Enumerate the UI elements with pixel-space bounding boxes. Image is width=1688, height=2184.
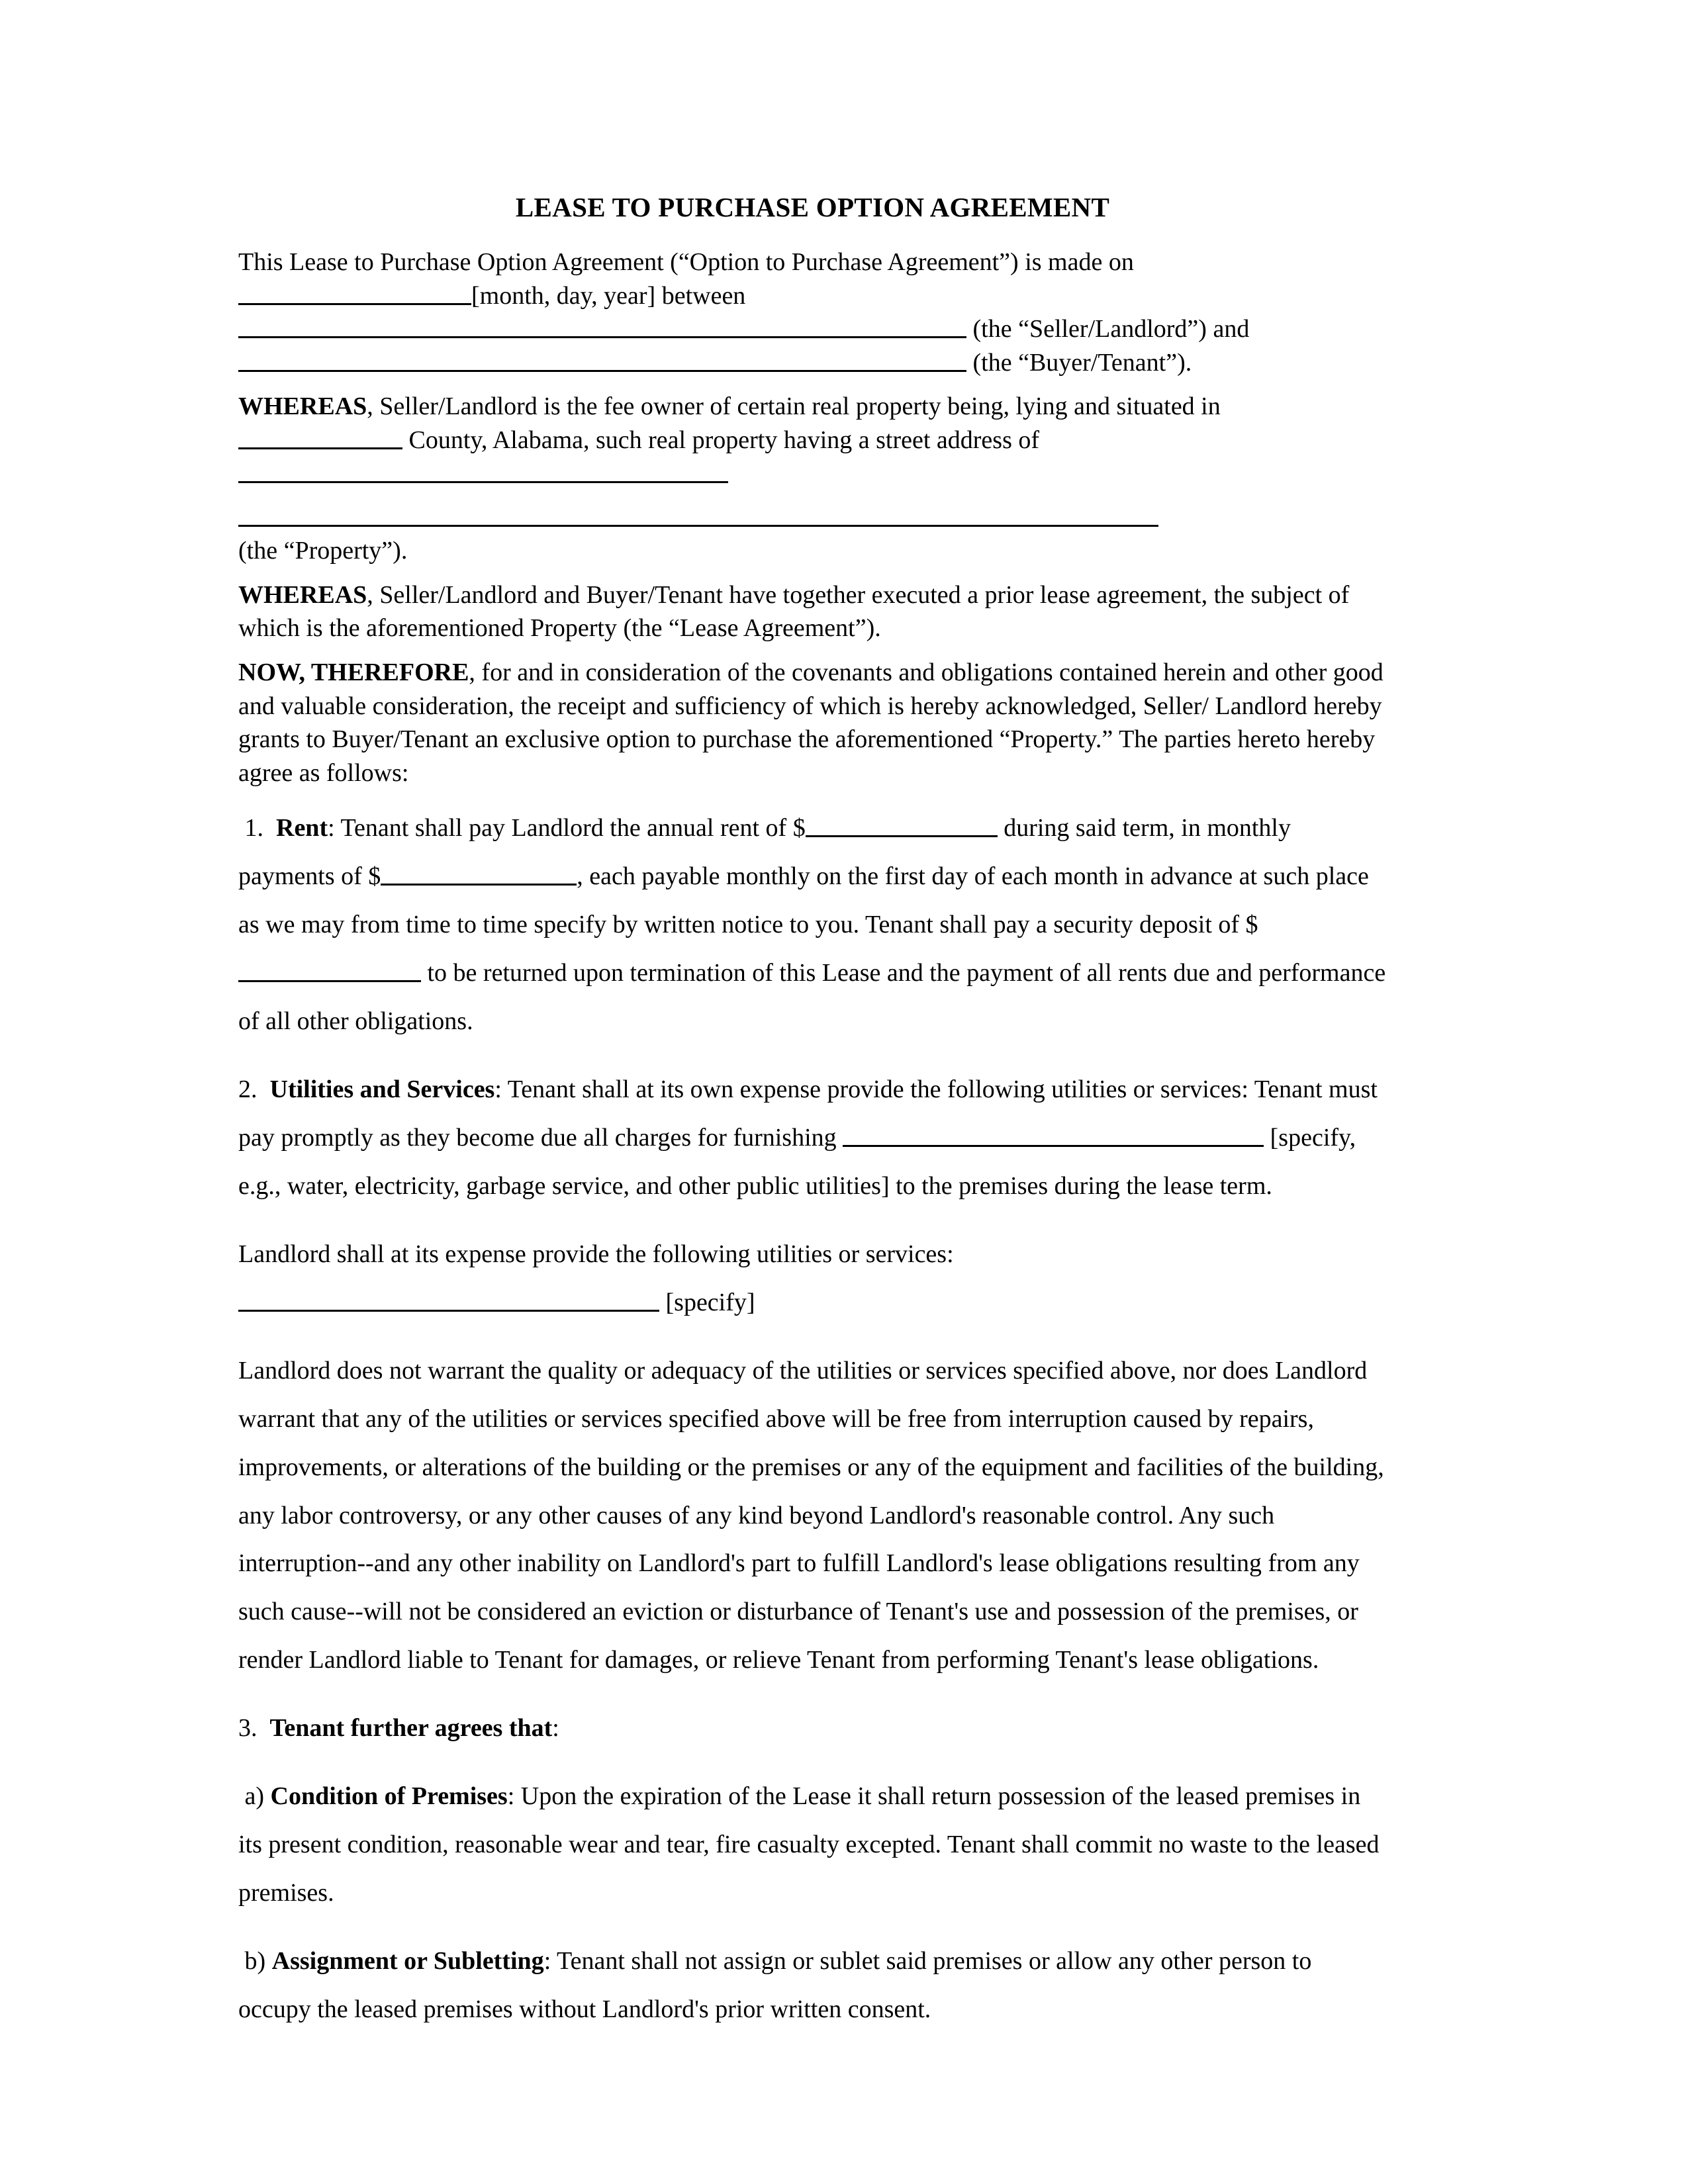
security-deposit-blank[interactable] bbox=[238, 957, 421, 982]
whereas-text-2: , Seller/Landlord and Buyer/Tenant have together executed a prior lease agreement, the subject of which is the aforementioned Property (the “Lease Agreement”). bbox=[238, 580, 1350, 643]
buyer-name-blank[interactable] bbox=[238, 347, 966, 372]
subsection-a-marker: a) bbox=[244, 1782, 265, 1811]
whereas-prior-lease-paragraph bbox=[238, 578, 1387, 645]
property-address-line-1 bbox=[238, 457, 1387, 490]
intro-line-1: This Lease to Purchase Option Agreement (“Option to Purchase Agreement”) is made on bbox=[238, 248, 1134, 277]
buyer-line bbox=[238, 346, 1387, 380]
subsection-a-heading: Condition of Premises bbox=[270, 1782, 508, 1811]
subsection-b-marker: b) bbox=[244, 1947, 266, 1976]
county-line bbox=[238, 424, 1387, 457]
section-rent-number: 1. bbox=[244, 814, 263, 842]
section-tenant-agrees-number: 3. bbox=[238, 1714, 258, 1743]
section-rent-text-c: , each payable monthly on the first day of each month in advance at such place as we may from time to time specify by written notice to you. Tenant shall pay a security deposit of $ bbox=[238, 862, 1369, 939]
section-utilities-number: 2. bbox=[238, 1075, 258, 1103]
property-note: (the “Property”). bbox=[238, 537, 408, 565]
subsection-condition-of-premises bbox=[238, 1772, 1387, 1917]
annual-rent-blank[interactable] bbox=[806, 812, 998, 837]
now-therefore-label: NOW, THEREFORE bbox=[238, 658, 469, 686]
seller-note: (the “Seller/Landlord”) and bbox=[972, 315, 1250, 343]
tenant-utilities-specify: [specify, e.g., water, electricity, garbage service, and other public utilities] to the premises during the lease term. bbox=[238, 1123, 1356, 1200]
property-address-blank-2[interactable] bbox=[238, 502, 1158, 527]
whereas-fee-owner-paragraph bbox=[238, 390, 1387, 424]
subsection-b-text: : Tenant shall not assign or sublet said premises or allow any other person to occupy the leased premises without Landlord's prior written consent. bbox=[238, 1947, 1312, 2024]
tenant-utilities-blank[interactable] bbox=[843, 1122, 1264, 1147]
intro-date-line bbox=[238, 279, 1387, 313]
section-rent-heading: Rent bbox=[276, 814, 328, 842]
section-tenant-agrees-heading: Tenant further agrees that bbox=[269, 1714, 553, 1743]
property-address-line-2 bbox=[238, 501, 1387, 535]
seller-line bbox=[238, 312, 1387, 346]
landlord-utilities-intro bbox=[238, 1230, 1387, 1327]
landlord-utilities-intro-text: Landlord shall at its expense provide the following utilities or services: bbox=[238, 1240, 954, 1268]
date-blank[interactable] bbox=[238, 280, 471, 305]
property-address-blank-1[interactable] bbox=[238, 458, 728, 483]
now-therefore-paragraph bbox=[238, 656, 1387, 790]
section-rent-text-b: during said term, in monthly payments of $ bbox=[238, 814, 1291, 891]
section-utilities-text: : Tenant shall at its own expense provide the following utilities or services: Tenant must pay promptly as they become due all charges for furnishing bbox=[238, 1075, 1378, 1152]
landlord-utilities-specify: [specify] bbox=[665, 1288, 755, 1316]
intro-date-suffix: [month, day, year] between bbox=[471, 281, 746, 310]
now-therefore-text: , for and in consideration of the covenants and obligations contained herein and other good and valuable consideration, the receipt and sufficiency of which is hereby acknowledged, Seller/ Landlord hereby grants to Buyer/Tenant an exclusive option to purchase the aforementioned “Property.” The parties hereto hereby agree as follows: bbox=[238, 658, 1383, 787]
landlord-utilities-blank[interactable] bbox=[238, 1287, 659, 1312]
subsection-b-heading: Assignment or Subletting bbox=[271, 1947, 544, 1976]
section-rent-text-d: to be returned upon termination of this Lease and the payment of all rents due and performance of all other obligations. bbox=[238, 958, 1386, 1035]
section-utilities bbox=[238, 1066, 1387, 1210]
section-utilities-heading: Utilities and Services bbox=[269, 1075, 495, 1103]
utilities-warranty-paragraph: Landlord does not warrant the quality or adequacy of the utilities or services specified above, nor does Landlord warrant that any of the utilities or services specified above will be free from interruption caused by repairs, improvements, or alterations of the building or the premises or any of the equipment and facilities of the building, any labor controversy, or any other causes of any kind beyond Landlord's reasonable control. Any such interruption--and any other inability on Landlord's part to fulfill Landlord's lease obligations resulting from any such cause--will not be considered an eviction or disturbance of Tenant's use and possession of the premises, or render Landlord liable to Tenant for damages, or relieve Tenant from performing Tenant's lease obligations. bbox=[238, 1356, 1384, 1674]
buyer-note: (the “Buyer/Tenant”). bbox=[972, 348, 1192, 377]
whereas-label-2: WHEREAS bbox=[238, 580, 367, 609]
subsection-a-text: : Upon the expiration of the Lease it shall return possession of the leased premises in its present condition, reasonable wear and tear, fire casualty excepted. Tenant shall commit no waste to the leased premises. bbox=[238, 1782, 1380, 1907]
section-rent bbox=[238, 804, 1387, 1046]
monthly-payment-blank[interactable] bbox=[381, 860, 577, 886]
whereas-text-1: , Seller/Landlord is the fee owner of certain real property being, lying and situated in bbox=[367, 392, 1221, 421]
section-tenant-agrees-colon: : bbox=[552, 1714, 559, 1743]
county-blank[interactable] bbox=[238, 424, 402, 449]
whereas-label-1: WHEREAS bbox=[238, 392, 367, 421]
section-tenant-agrees bbox=[238, 1704, 1387, 1752]
section-rent-text-a: : Tenant shall pay Landlord the annual rent of $ bbox=[328, 814, 806, 842]
subsection-assignment-or-subletting bbox=[238, 1937, 1387, 2034]
intro-paragraph bbox=[238, 246, 1387, 279]
seller-name-blank[interactable] bbox=[238, 314, 966, 339]
county-text: County, Alabama, such real property having a street address of bbox=[408, 426, 1040, 454]
page-title: LEASE TO PURCHASE OPTION AGREEMENT bbox=[515, 192, 1110, 222]
